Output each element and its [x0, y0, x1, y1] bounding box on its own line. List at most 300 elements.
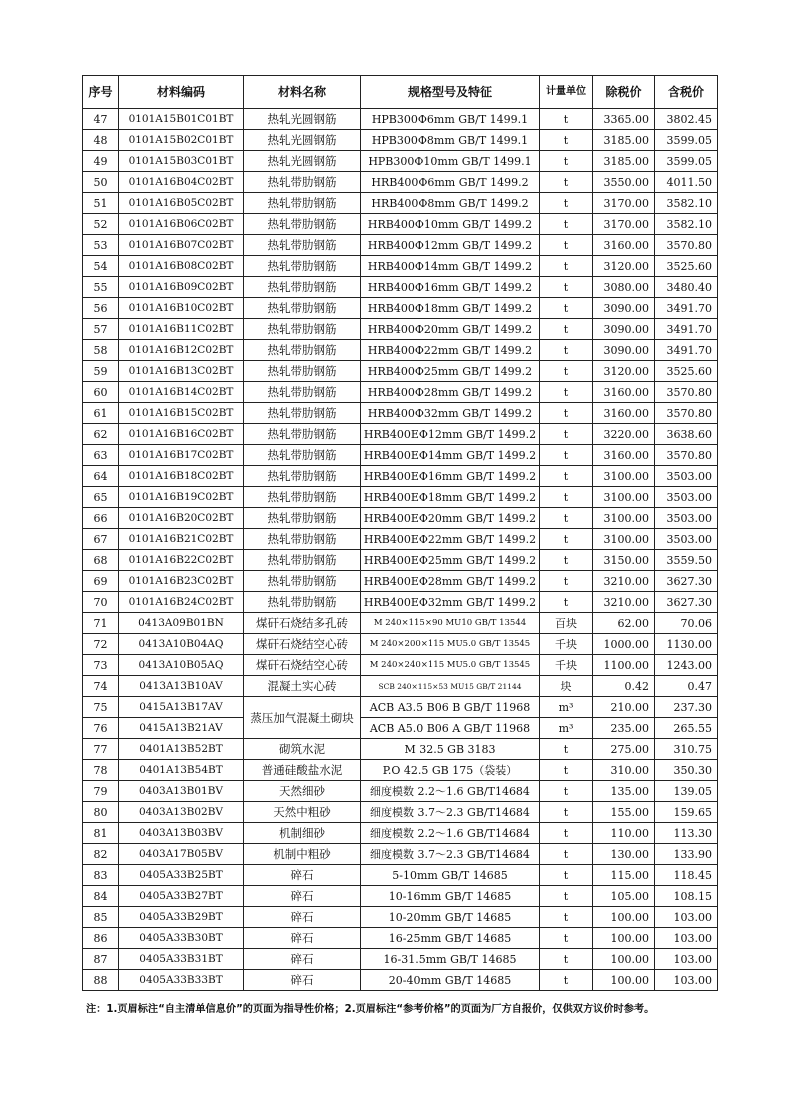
cell-price-ex-tax: 3100.00	[593, 466, 655, 487]
header-spec: 规格型号及特征	[361, 76, 540, 109]
cell-price-inc-tax: 350.30	[655, 760, 718, 781]
cell-price-inc-tax: 3802.45	[655, 109, 718, 130]
cell-no: 82	[83, 844, 119, 865]
cell-no: 52	[83, 214, 119, 235]
cell-code: 0101A16B05C02BT	[119, 193, 244, 214]
cell-name: 热轧带肋钢筋	[244, 277, 361, 298]
cell-no: 56	[83, 298, 119, 319]
header-code: 材料编码	[119, 76, 244, 109]
cell-price-ex-tax: 100.00	[593, 907, 655, 928]
table-row	[83, 109, 718, 130]
cell-no: 57	[83, 319, 119, 340]
cell-spec: HRB400EΦ12mm GB/T 1499.2	[361, 424, 540, 445]
cell-no: 49	[83, 151, 119, 172]
cell-code: 0415A13B21AV	[119, 718, 244, 739]
cell-price-ex-tax: 100.00	[593, 928, 655, 949]
cell-code: 0101A16B18C02BT	[119, 466, 244, 487]
cell-code: 0101A16B22C02BT	[119, 550, 244, 571]
cell-spec: P.O 42.5 GB 175（袋装）	[361, 760, 540, 781]
table-body	[83, 109, 718, 991]
cell-code: 0405A33B25BT	[119, 865, 244, 886]
cell-unit: t	[540, 214, 593, 235]
header-price-inc-tax: 含税价	[655, 76, 718, 109]
cell-price-ex-tax: 3160.00	[593, 403, 655, 424]
cell-unit: t	[540, 571, 593, 592]
cell-no: 69	[83, 571, 119, 592]
cell-name: 热轧带肋钢筋	[244, 403, 361, 424]
cell-price-ex-tax: 100.00	[593, 970, 655, 991]
cell-spec: SCB 240×115×53 MU15 GB/T 21144	[361, 676, 540, 697]
cell-price-ex-tax: 3090.00	[593, 340, 655, 361]
cell-no: 72	[83, 634, 119, 655]
cell-unit: t	[540, 277, 593, 298]
cell-name: 热轧带肋钢筋	[244, 571, 361, 592]
cell-spec: HRB400EΦ32mm GB/T 1499.2	[361, 592, 540, 613]
cell-unit: 千块	[540, 655, 593, 676]
cell-code: 0413A09B01BN	[119, 613, 244, 634]
cell-price-ex-tax: 115.00	[593, 865, 655, 886]
cell-spec: 细度模数 2.2～1.6 GB/T14684	[361, 823, 540, 844]
cell-spec: HPB300Φ10mm GB/T 1499.1	[361, 151, 540, 172]
table-row	[83, 130, 718, 151]
cell-unit: t	[540, 109, 593, 130]
cell-code: 0101A16B14C02BT	[119, 382, 244, 403]
cell-code: 0101A16B13C02BT	[119, 361, 244, 382]
cell-no: 66	[83, 508, 119, 529]
cell-no: 65	[83, 487, 119, 508]
cell-spec: HRB400EΦ16mm GB/T 1499.2	[361, 466, 540, 487]
cell-name: 碎石	[244, 928, 361, 949]
cell-name: 碎石	[244, 886, 361, 907]
cell-name: 砌筑水泥	[244, 739, 361, 760]
cell-price-inc-tax: 103.00	[655, 907, 718, 928]
cell-name: 热轧带肋钢筋	[244, 319, 361, 340]
table-row	[83, 319, 718, 340]
cell-price-inc-tax: 139.05	[655, 781, 718, 802]
cell-price-ex-tax: 275.00	[593, 739, 655, 760]
cell-spec: M 240×115×90 MU10 GB/T 13544	[361, 613, 540, 634]
cell-code: 0413A10B05AQ	[119, 655, 244, 676]
cell-unit: t	[540, 781, 593, 802]
cell-code: 0101A15B01C01BT	[119, 109, 244, 130]
cell-code: 0405A33B29BT	[119, 907, 244, 928]
cell-price-ex-tax: 3170.00	[593, 214, 655, 235]
cell-no: 83	[83, 865, 119, 886]
cell-price-ex-tax: 3160.00	[593, 235, 655, 256]
cell-name: 热轧带肋钢筋	[244, 382, 361, 403]
cell-no: 64	[83, 466, 119, 487]
cell-unit: t	[540, 970, 593, 991]
table-row	[83, 403, 718, 424]
cell-price-inc-tax: 1243.00	[655, 655, 718, 676]
cell-price-inc-tax: 118.45	[655, 865, 718, 886]
cell-price-ex-tax: 100.00	[593, 949, 655, 970]
cell-price-ex-tax: 3150.00	[593, 550, 655, 571]
table-row	[83, 550, 718, 571]
table-row	[83, 487, 718, 508]
table-row	[83, 907, 718, 928]
cell-spec: HRB400EΦ25mm GB/T 1499.2	[361, 550, 540, 571]
table-row	[83, 949, 718, 970]
cell-code: 0405A33B33BT	[119, 970, 244, 991]
cell-code: 0415A13B17AV	[119, 697, 244, 718]
cell-no: 88	[83, 970, 119, 991]
cell-price-inc-tax: 3627.30	[655, 571, 718, 592]
cell-name: 天然中粗砂	[244, 802, 361, 823]
cell-price-inc-tax: 70.06	[655, 613, 718, 634]
cell-code: 0101A16B10C02BT	[119, 298, 244, 319]
table-row	[83, 802, 718, 823]
cell-name: 热轧带肋钢筋	[244, 445, 361, 466]
cell-price-ex-tax: 3185.00	[593, 130, 655, 151]
cell-no: 74	[83, 676, 119, 697]
header-unit: 计量单位	[540, 76, 593, 109]
cell-price-ex-tax: 1000.00	[593, 634, 655, 655]
cell-code: 0405A33B31BT	[119, 949, 244, 970]
cell-name: 热轧带肋钢筋	[244, 424, 361, 445]
cell-no: 75	[83, 697, 119, 718]
cell-price-inc-tax: 3503.00	[655, 466, 718, 487]
cell-unit: t	[540, 550, 593, 571]
cell-unit: 千块	[540, 634, 593, 655]
cell-spec: HRB400Φ25mm GB/T 1499.2	[361, 361, 540, 382]
cell-code: 0101A16B19C02BT	[119, 487, 244, 508]
cell-name: 蒸压加气混凝土砌块	[244, 697, 361, 739]
cell-price-ex-tax: 3080.00	[593, 277, 655, 298]
cell-name: 热轧光圆钢筋	[244, 151, 361, 172]
table-row	[83, 214, 718, 235]
cell-price-inc-tax: 103.00	[655, 949, 718, 970]
cell-price-inc-tax: 3491.70	[655, 319, 718, 340]
cell-price-ex-tax: 210.00	[593, 697, 655, 718]
cell-price-ex-tax: 3170.00	[593, 193, 655, 214]
table-row	[83, 277, 718, 298]
cell-no: 76	[83, 718, 119, 739]
table-row	[83, 655, 718, 676]
cell-price-inc-tax: 3503.00	[655, 508, 718, 529]
cell-price-ex-tax: 3160.00	[593, 382, 655, 403]
table-row	[83, 172, 718, 193]
cell-no: 63	[83, 445, 119, 466]
cell-price-ex-tax: 110.00	[593, 823, 655, 844]
cell-price-inc-tax: 1130.00	[655, 634, 718, 655]
table-row	[83, 529, 718, 550]
cell-price-inc-tax: 3627.30	[655, 592, 718, 613]
cell-unit: m³	[540, 697, 593, 718]
cell-no: 62	[83, 424, 119, 445]
cell-price-inc-tax: 103.00	[655, 928, 718, 949]
cell-spec: HPB300Φ8mm GB/T 1499.1	[361, 130, 540, 151]
cell-code: 0101A16B21C02BT	[119, 529, 244, 550]
cell-unit: t	[540, 424, 593, 445]
cell-code: 0101A16B12C02BT	[119, 340, 244, 361]
material-price-table	[82, 75, 718, 991]
cell-unit: t	[540, 403, 593, 424]
cell-code: 0101A16B24C02BT	[119, 592, 244, 613]
cell-name: 碎石	[244, 865, 361, 886]
cell-code: 0101A16B06C02BT	[119, 214, 244, 235]
cell-price-ex-tax: 3120.00	[593, 256, 655, 277]
cell-price-inc-tax: 4011.50	[655, 172, 718, 193]
header-name: 材料名称	[244, 76, 361, 109]
table-row	[83, 340, 718, 361]
cell-unit: t	[540, 466, 593, 487]
cell-spec: HRB400EΦ20mm GB/T 1499.2	[361, 508, 540, 529]
cell-price-ex-tax: 0.42	[593, 676, 655, 697]
cell-spec: M 240×240×115 MU5.0 GB/T 13545	[361, 655, 540, 676]
cell-name: 热轧光圆钢筋	[244, 130, 361, 151]
cell-price-inc-tax: 159.65	[655, 802, 718, 823]
cell-price-inc-tax: 3570.80	[655, 403, 718, 424]
cell-name: 热轧带肋钢筋	[244, 214, 361, 235]
cell-price-ex-tax: 62.00	[593, 613, 655, 634]
table-row	[83, 739, 718, 760]
cell-unit: t	[540, 445, 593, 466]
table-row	[83, 718, 718, 739]
table-header-row	[83, 76, 718, 109]
cell-spec: M 32.5 GB 3183	[361, 739, 540, 760]
cell-spec: HRB400Φ12mm GB/T 1499.2	[361, 235, 540, 256]
cell-price-inc-tax: 3582.10	[655, 214, 718, 235]
table-row	[83, 886, 718, 907]
cell-name: 热轧带肋钢筋	[244, 508, 361, 529]
table-row	[83, 592, 718, 613]
cell-code: 0101A16B09C02BT	[119, 277, 244, 298]
cell-price-ex-tax: 3090.00	[593, 319, 655, 340]
table-row	[83, 571, 718, 592]
cell-no: 70	[83, 592, 119, 613]
cell-name: 热轧带肋钢筋	[244, 340, 361, 361]
cell-spec: HRB400Φ18mm GB/T 1499.2	[361, 298, 540, 319]
cell-price-ex-tax: 135.00	[593, 781, 655, 802]
cell-no: 48	[83, 130, 119, 151]
cell-name: 热轧带肋钢筋	[244, 466, 361, 487]
table-row	[83, 823, 718, 844]
table-row	[83, 865, 718, 886]
cell-price-inc-tax: 3582.10	[655, 193, 718, 214]
cell-unit: t	[540, 949, 593, 970]
cell-price-inc-tax: 133.90	[655, 844, 718, 865]
cell-price-ex-tax: 3185.00	[593, 151, 655, 172]
cell-name: 热轧带肋钢筋	[244, 487, 361, 508]
cell-price-inc-tax: 3480.40	[655, 277, 718, 298]
cell-price-inc-tax: 3503.00	[655, 487, 718, 508]
cell-code: 0413A13B10AV	[119, 676, 244, 697]
cell-unit: t	[540, 508, 593, 529]
cell-spec: HRB400EΦ28mm GB/T 1499.2	[361, 571, 540, 592]
cell-price-ex-tax: 3100.00	[593, 487, 655, 508]
cell-price-ex-tax: 155.00	[593, 802, 655, 823]
cell-price-inc-tax: 265.55	[655, 718, 718, 739]
cell-name: 碎石	[244, 949, 361, 970]
cell-price-inc-tax: 3638.60	[655, 424, 718, 445]
cell-code: 0403A13B02BV	[119, 802, 244, 823]
cell-no: 73	[83, 655, 119, 676]
cell-name: 热轧带肋钢筋	[244, 592, 361, 613]
cell-no: 77	[83, 739, 119, 760]
cell-spec: HPB300Φ6mm GB/T 1499.1	[361, 109, 540, 130]
cell-price-inc-tax: 3491.70	[655, 298, 718, 319]
cell-code: 0101A16B15C02BT	[119, 403, 244, 424]
cell-code: 0403A13B03BV	[119, 823, 244, 844]
cell-no: 67	[83, 529, 119, 550]
cell-spec: HRB400Φ20mm GB/T 1499.2	[361, 319, 540, 340]
cell-code: 0101A16B08C02BT	[119, 256, 244, 277]
cell-price-ex-tax: 3120.00	[593, 361, 655, 382]
cell-unit: t	[540, 907, 593, 928]
table-row	[83, 298, 718, 319]
cell-no: 86	[83, 928, 119, 949]
cell-no: 71	[83, 613, 119, 634]
cell-price-inc-tax: 3525.60	[655, 361, 718, 382]
cell-spec: ACB A3.5 B06 B GB/T 11968	[361, 697, 540, 718]
cell-unit: t	[540, 340, 593, 361]
cell-code: 0401A13B52BT	[119, 739, 244, 760]
price-table-container	[82, 75, 717, 991]
cell-spec: 5-10mm GB/T 14685	[361, 865, 540, 886]
cell-price-ex-tax: 3100.00	[593, 508, 655, 529]
cell-unit: t	[540, 760, 593, 781]
cell-code: 0101A16B04C02BT	[119, 172, 244, 193]
header-price-ex-tax: 除税价	[593, 76, 655, 109]
cell-code: 0101A16B16C02BT	[119, 424, 244, 445]
cell-price-inc-tax: 3503.00	[655, 529, 718, 550]
cell-no: 79	[83, 781, 119, 802]
cell-unit: t	[540, 382, 593, 403]
cell-name: 热轧光圆钢筋	[244, 109, 361, 130]
cell-spec: HRB400Φ16mm GB/T 1499.2	[361, 277, 540, 298]
cell-price-inc-tax: 3570.80	[655, 235, 718, 256]
cell-unit: t	[540, 361, 593, 382]
cell-name: 天然细砂	[244, 781, 361, 802]
table-row	[83, 634, 718, 655]
cell-unit: t	[540, 487, 593, 508]
table-row	[83, 466, 718, 487]
cell-price-inc-tax: 103.00	[655, 970, 718, 991]
table-row	[83, 760, 718, 781]
cell-price-inc-tax: 3570.80	[655, 382, 718, 403]
cell-name: 煤矸石烧结多孔砖	[244, 613, 361, 634]
cell-price-ex-tax: 3550.00	[593, 172, 655, 193]
cell-spec: HRB400Φ8mm GB/T 1499.2	[361, 193, 540, 214]
cell-unit: 块	[540, 676, 593, 697]
cell-spec: HRB400Φ14mm GB/T 1499.2	[361, 256, 540, 277]
cell-no: 68	[83, 550, 119, 571]
cell-price-ex-tax: 130.00	[593, 844, 655, 865]
cell-price-inc-tax: 3599.05	[655, 151, 718, 172]
cell-name: 热轧带肋钢筋	[244, 361, 361, 382]
table-row	[83, 844, 718, 865]
cell-price-ex-tax: 3210.00	[593, 571, 655, 592]
cell-spec: 10-16mm GB/T 14685	[361, 886, 540, 907]
cell-name: 机制细砂	[244, 823, 361, 844]
cell-spec: ACB A5.0 B06 A GB/T 11968	[361, 718, 540, 739]
header-no: 序号	[83, 76, 119, 109]
cell-code: 0101A16B11C02BT	[119, 319, 244, 340]
cell-no: 54	[83, 256, 119, 277]
cell-unit: t	[540, 802, 593, 823]
cell-unit: t	[540, 844, 593, 865]
cell-price-ex-tax: 3100.00	[593, 529, 655, 550]
cell-name: 碎石	[244, 970, 361, 991]
cell-unit: t	[540, 592, 593, 613]
cell-spec: 16-25mm GB/T 14685	[361, 928, 540, 949]
cell-spec: HRB400Φ22mm GB/T 1499.2	[361, 340, 540, 361]
cell-spec: 细度模数 3.7～2.3 GB/T14684	[361, 802, 540, 823]
cell-spec: HRB400Φ6mm GB/T 1499.2	[361, 172, 540, 193]
table-row	[83, 676, 718, 697]
cell-name: 热轧带肋钢筋	[244, 235, 361, 256]
cell-price-ex-tax: 235.00	[593, 718, 655, 739]
cell-price-ex-tax: 105.00	[593, 886, 655, 907]
cell-price-inc-tax: 310.75	[655, 739, 718, 760]
cell-name: 碎石	[244, 907, 361, 928]
cell-no: 50	[83, 172, 119, 193]
cell-unit: t	[540, 235, 593, 256]
cell-price-ex-tax: 3365.00	[593, 109, 655, 130]
cell-spec: HRB400EΦ18mm GB/T 1499.2	[361, 487, 540, 508]
cell-no: 85	[83, 907, 119, 928]
cell-unit: 百块	[540, 613, 593, 634]
table-row	[83, 361, 718, 382]
table-row	[83, 424, 718, 445]
cell-no: 58	[83, 340, 119, 361]
cell-name: 热轧带肋钢筋	[244, 529, 361, 550]
cell-spec: M 240×200×115 MU5.0 GB/T 13545	[361, 634, 540, 655]
cell-unit: t	[540, 298, 593, 319]
cell-no: 87	[83, 949, 119, 970]
cell-no: 53	[83, 235, 119, 256]
cell-price-ex-tax: 1100.00	[593, 655, 655, 676]
cell-unit: t	[540, 529, 593, 550]
cell-name: 混凝土实心砖	[244, 676, 361, 697]
cell-code: 0405A33B27BT	[119, 886, 244, 907]
cell-price-inc-tax: 108.15	[655, 886, 718, 907]
table-row	[83, 970, 718, 991]
cell-spec: 16-31.5mm GB/T 14685	[361, 949, 540, 970]
cell-no: 61	[83, 403, 119, 424]
cell-spec: 20-40mm GB/T 14685	[361, 970, 540, 991]
cell-no: 47	[83, 109, 119, 130]
table-row	[83, 613, 718, 634]
cell-code: 0413A10B04AQ	[119, 634, 244, 655]
cell-unit: m³	[540, 718, 593, 739]
cell-spec: 10-20mm GB/T 14685	[361, 907, 540, 928]
cell-name: 机制中粗砂	[244, 844, 361, 865]
cell-spec: HRB400EΦ22mm GB/T 1499.2	[361, 529, 540, 550]
cell-no: 60	[83, 382, 119, 403]
cell-unit: t	[540, 172, 593, 193]
cell-no: 80	[83, 802, 119, 823]
cell-price-ex-tax: 310.00	[593, 760, 655, 781]
cell-spec: HRB400Φ10mm GB/T 1499.2	[361, 214, 540, 235]
cell-spec: 细度模数 3.7～2.3 GB/T14684	[361, 844, 540, 865]
cell-spec: HRB400Φ28mm GB/T 1499.2	[361, 382, 540, 403]
cell-name: 热轧带肋钢筋	[244, 256, 361, 277]
cell-unit: t	[540, 151, 593, 172]
cell-price-inc-tax: 0.47	[655, 676, 718, 697]
cell-name: 热轧带肋钢筋	[244, 298, 361, 319]
cell-unit: t	[540, 193, 593, 214]
cell-code: 0101A15B02C01BT	[119, 130, 244, 151]
footnote: 注：1.页眉标注“自主清单信息价”的页面为指导性价格；2.页眉标注“参考价格”的页面为厂方自报价，仅供双方议价时参考。	[86, 1004, 655, 1015]
cell-code: 0403A13B01BV	[119, 781, 244, 802]
table-row	[83, 193, 718, 214]
cell-unit: t	[540, 823, 593, 844]
cell-unit: t	[540, 886, 593, 907]
cell-name: 煤矸石烧结空心砖	[244, 655, 361, 676]
cell-no: 78	[83, 760, 119, 781]
